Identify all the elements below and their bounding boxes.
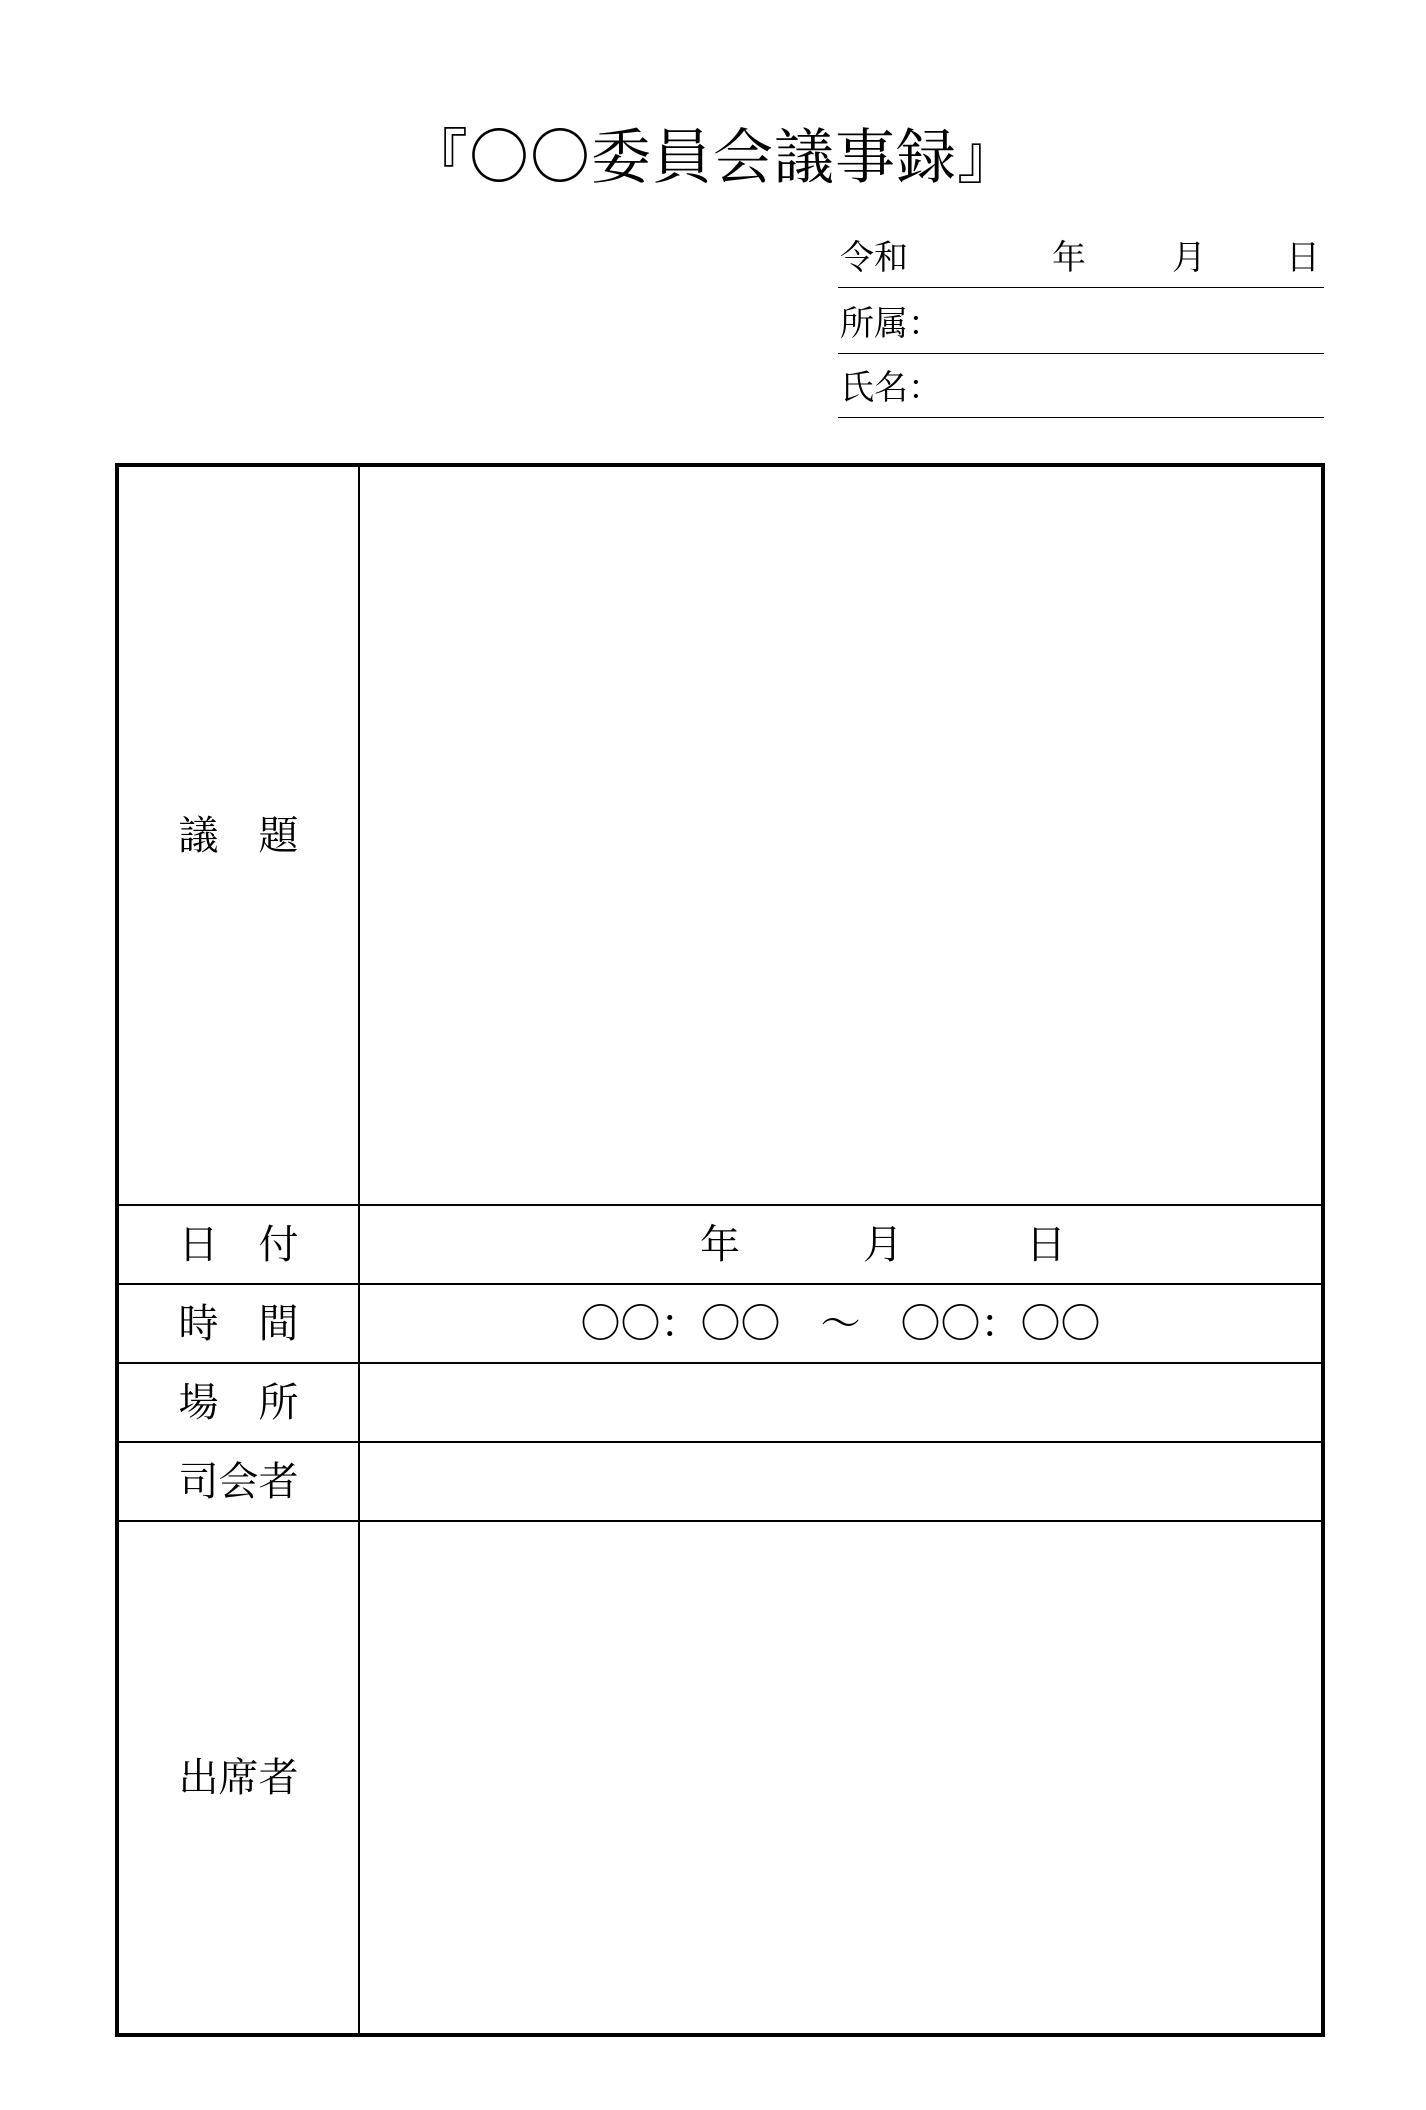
place-label: 場 所 bbox=[117, 1363, 359, 1442]
attendees-label: 出席者 bbox=[117, 1521, 359, 2035]
date-row bbox=[117, 1205, 1323, 1284]
time-row bbox=[117, 1284, 1323, 1363]
chair-label: 司会者 bbox=[117, 1442, 359, 1521]
date-label: 日 付 bbox=[117, 1205, 359, 1284]
date-month-label: 月 bbox=[863, 1221, 903, 1268]
minutes-table bbox=[115, 463, 1325, 2037]
document-title: 『〇〇委員会議事録』 bbox=[408, 123, 1018, 193]
date-day-label: 日 bbox=[1026, 1221, 1066, 1268]
name-field[interactable] bbox=[838, 368, 1324, 418]
time-label: 時 間 bbox=[117, 1284, 359, 1363]
chair-row bbox=[117, 1442, 1323, 1521]
era-label: 令和 bbox=[840, 238, 908, 278]
day-label: 日 bbox=[1286, 238, 1320, 278]
date-field[interactable] bbox=[838, 238, 1324, 288]
month-label: 月 bbox=[1172, 238, 1206, 278]
place-row bbox=[117, 1363, 1323, 1442]
date-year-label: 年 bbox=[700, 1221, 740, 1268]
place-cell[interactable] bbox=[359, 1363, 1323, 1442]
agenda-row bbox=[117, 465, 1323, 1205]
department-field[interactable] bbox=[838, 304, 1324, 354]
chair-cell[interactable] bbox=[359, 1442, 1323, 1521]
name-label: 氏名： bbox=[840, 368, 942, 408]
agenda-label: 議 題 bbox=[117, 465, 359, 1205]
time-cell[interactable]: 〇〇：〇〇 ～ 〇〇：〇〇 bbox=[359, 1284, 1323, 1363]
year-label: 年 bbox=[1052, 238, 1086, 278]
attendees-cell[interactable] bbox=[359, 1521, 1323, 2035]
department-label: 所属： bbox=[840, 304, 942, 344]
attendees-row bbox=[117, 1521, 1323, 2035]
date-cell[interactable] bbox=[359, 1205, 1323, 1284]
agenda-cell[interactable] bbox=[359, 465, 1323, 1205]
